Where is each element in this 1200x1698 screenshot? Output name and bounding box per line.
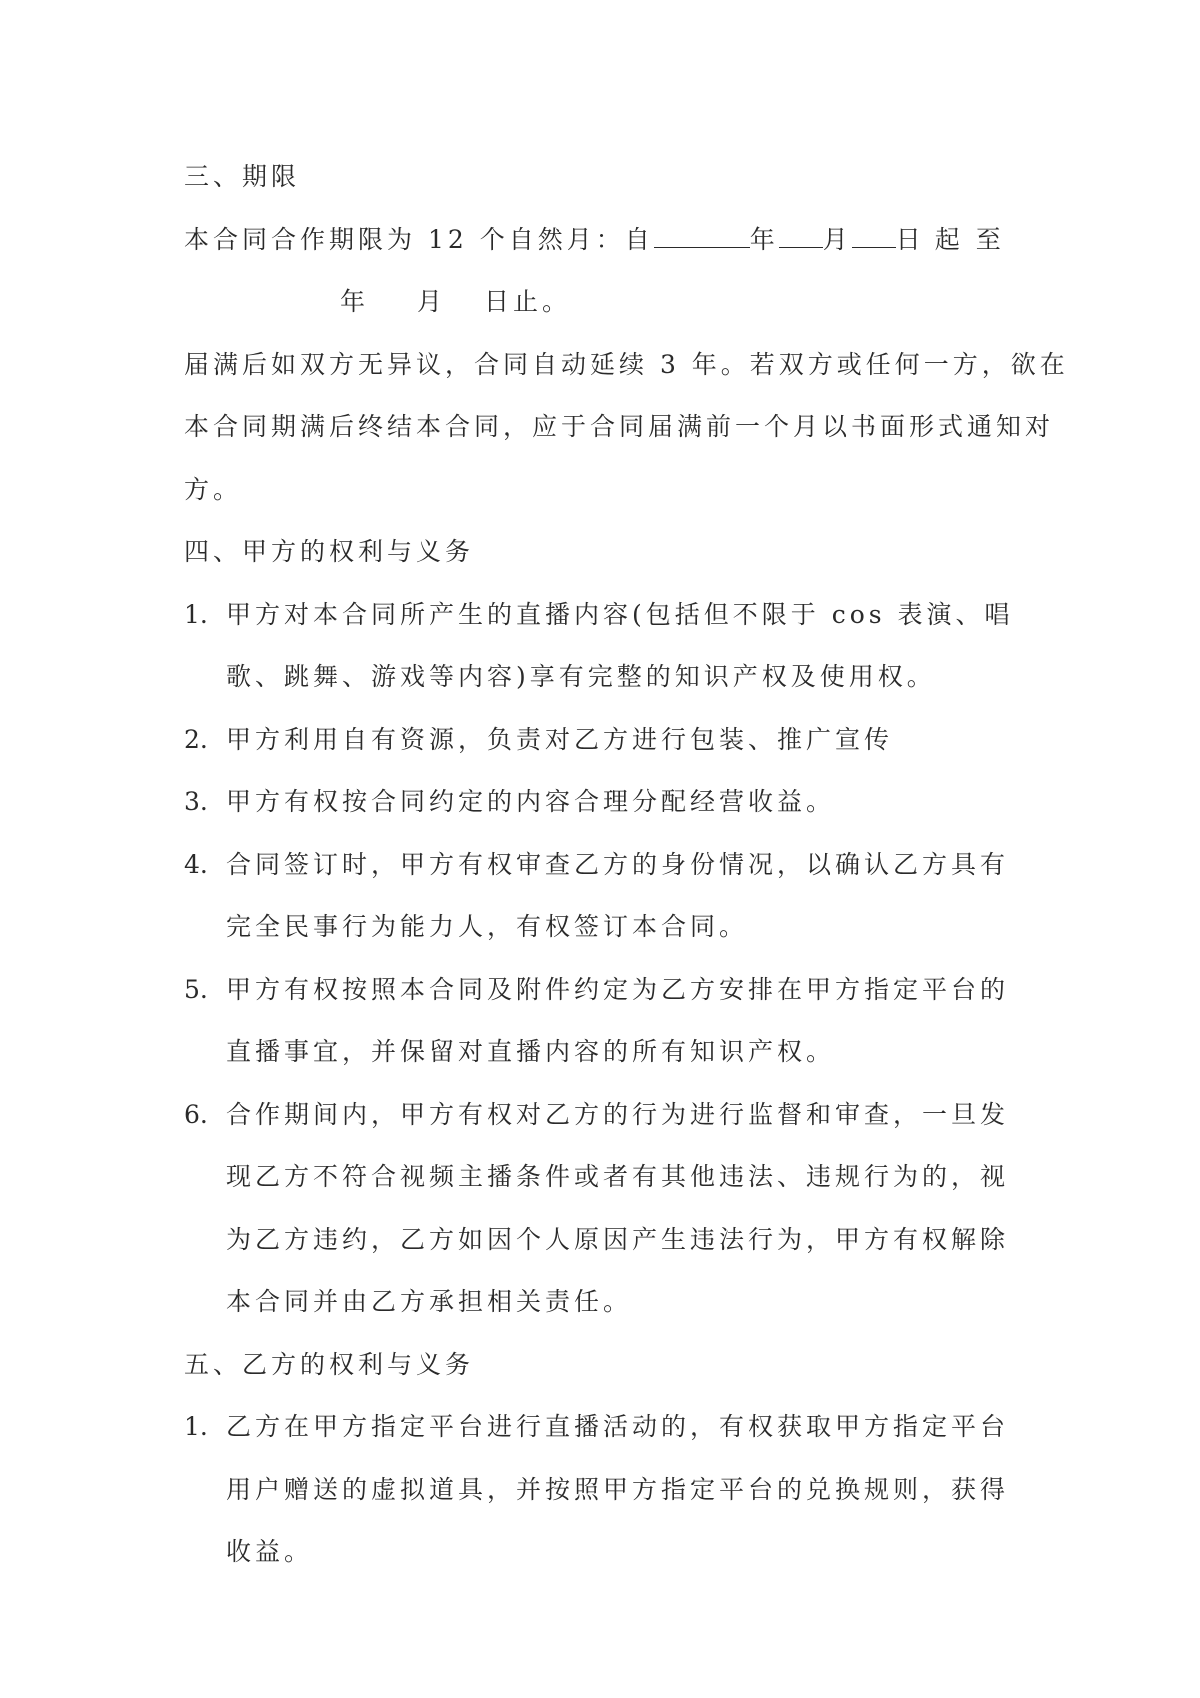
list-item-text: 甲方对本合同所产生的直播内容(包括但不限于 cos 表演、唱歌、跳舞、游戏等内容)享有完整的知识产权及使用权。 — [226, 599, 1014, 691]
contract-body — [184, 146, 1069, 1584]
list-item-number: 5. — [184, 974, 208, 1004]
list-item-number: 3. — [184, 787, 208, 816]
list-item — [184, 709, 1024, 772]
start-day-blank[interactable] — [852, 223, 896, 248]
list-item-text: 甲方有权按合同约定的内容合理分配经营收益。 — [226, 787, 836, 816]
term-period-line — [184, 209, 1024, 272]
list-item-number: 1. — [184, 1412, 208, 1441]
list-item — [184, 771, 1024, 834]
list-item — [184, 959, 1024, 1084]
list-item — [184, 1396, 1024, 1584]
section-heading-party-b: 五、乙方的权利与义务 — [184, 1349, 475, 1379]
list-item — [184, 1084, 1024, 1334]
list-item-number: 6. — [184, 1099, 208, 1129]
start-year-label: 年 — [749, 224, 779, 254]
start-month-label: 月 — [822, 224, 852, 254]
section-heading-party-a: 四、甲方的权利与义务 — [184, 537, 475, 566]
section-heading-term: 三、期限 — [184, 162, 301, 191]
list-item-text: 甲方有权按照本合同及附件约定为乙方安排在甲方指定平台的直播事宜，并保留对直播内容的所有知识产权。 — [226, 974, 1010, 1066]
from-to-label: 起 至 — [934, 224, 1005, 254]
list-item — [184, 584, 1024, 709]
renewal-line-2: 本合同期满后终结本合同，应于合同届满前一个月以书面形式通知对 — [184, 412, 1055, 441]
end-month-label: 月 — [417, 287, 447, 316]
list-item-text: 乙方在甲方指定平台进行直播活动的，有权获取甲方指定平台用户赠送的虚拟道具，并按照甲方指定平台的兑换规则，获得收益。 — [226, 1412, 1010, 1566]
list-item-text: 合同签订时，甲方有权审查乙方的身份情况，以确认乙方具有完全民事行为能力人，有权签订本合同。 — [226, 849, 1010, 941]
list-item-number: 1. — [184, 599, 208, 629]
list-item-number: 4. — [184, 849, 208, 879]
term-end-line — [184, 271, 1024, 334]
renewal-line-1: 届满后如双方无异议，合同自动延续 3 年。若双方或任何一方，欲在 — [184, 349, 1069, 379]
list-item-text: 合作期间内，甲方有权对乙方的行为进行监督和审查，一旦发现乙方不符合视频主播条件或者有其他违法、违规行为的，视为乙方违约，乙方如因个人原因产生违法行为，甲方有权解除本合同并由乙方承担相关责任。 — [226, 1099, 1010, 1316]
end-day-label: 日止。 — [484, 287, 572, 316]
start-year-blank[interactable] — [654, 223, 750, 248]
list-item-text: 甲方利用自有资源，负责对乙方进行包装、推广宣传 — [226, 724, 894, 754]
start-day-label: 日 — [895, 224, 925, 254]
term-period-prefix: 本合同合作期限为 12 个自然月：自 — [184, 224, 654, 254]
list-item-number: 2. — [184, 724, 208, 754]
renewal-line-3: 方。 — [184, 474, 243, 504]
end-year-label: 年 — [340, 287, 370, 316]
start-month-blank[interactable] — [779, 223, 823, 248]
list-item — [184, 834, 1024, 959]
